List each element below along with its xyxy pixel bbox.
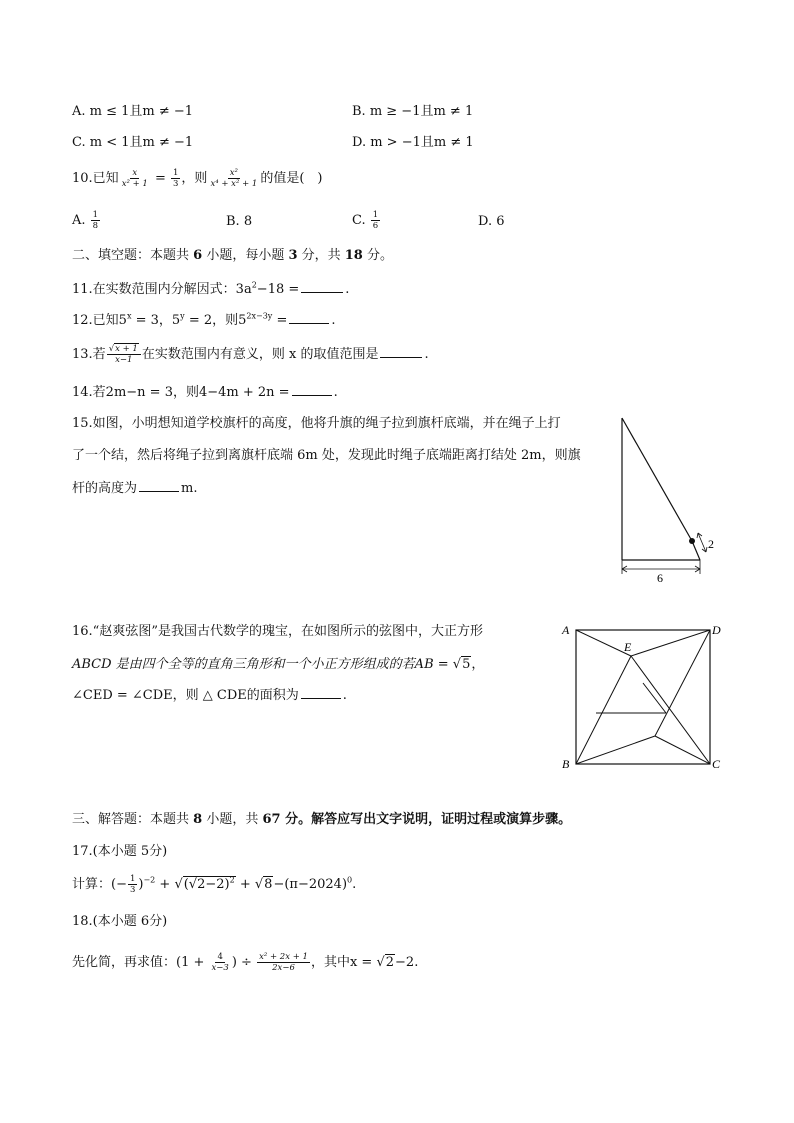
q9-option-a: A. m ≤ 1且m ≠ −1: [72, 104, 194, 119]
rope-line: [622, 418, 692, 541]
label-a: A: [562, 623, 570, 637]
section-3-heading: 三、解答题：本题共 8 小题，共 67 分。解答应写出文字说明，证明过程或演算步骤。: [72, 812, 572, 827]
q17-expression: 计算：(− $\frac{1}{3}$ )$^{-2} + √(√2-2)^2 + √8-(\pi-2024)^0$.: [72, 874, 357, 895]
q11: 11.在实数范围内分解因式：$3a^2-18$ = .: [72, 280, 350, 297]
q12: 12.已知$5^x = 3$，$5^y = 2$，则$5^{2x-3y}$ = .: [72, 311, 336, 328]
q14: 14.若2m−n = 3，则4−4m + 2n = .: [72, 385, 338, 400]
label-b: B: [562, 757, 570, 771]
zhaoshuang-chord-figure: [558, 618, 730, 778]
q10-prefix: 10.已知: [72, 171, 119, 186]
q13: 13.若 $\frac{√x + 1}{x-1}$ 在实数范围内有意义，则 x 的取值范围是 .: [72, 344, 429, 365]
q16-line-3: ∠CED = ∠CDE，则 △ CDE的面积为 .: [72, 688, 347, 703]
q15-line-3: 杆的高度为 m.: [72, 481, 198, 496]
q10-option-a: A. $\frac{1}{8}$: [72, 210, 99, 231]
q10-option-c: C. $\frac{1}{6}$: [352, 210, 379, 231]
q15-line-1: 15.如图，小明想知道学校旗杆的高度，他将升旗的绳子拉到旗杆底端，并在绳子上打: [72, 416, 561, 431]
q10-fraction-2: $\frac{1}{3}$: [173, 168, 179, 189]
q9-option-c: C. m < 1且m ≠ −1: [72, 135, 194, 150]
answer-blank: [139, 479, 179, 492]
label-6: 6: [657, 571, 663, 585]
q16-line-1: 16.“赵爽弦图”是我国古代数学的瑰宝，在如图所示的弦图中，大正方形: [72, 624, 483, 639]
answer-blank: [292, 383, 332, 396]
answer-blank: [301, 686, 341, 699]
q9-option-d: D. m > −1且m ≠ 1: [352, 135, 474, 150]
q9-option-b: B. m ≥ −1且m ≠ 1: [352, 104, 474, 119]
square-abcd: [576, 630, 710, 764]
label-2: 2: [708, 537, 714, 551]
q15-line-2: 了一个结，然后将绳子拉到离旗杆底端 6m 处，发现此时绳子底端距离打结处 2m，则旗: [72, 448, 581, 463]
q17-heading: 17.(本小题 5分): [72, 844, 168, 859]
flagpole-figure: [600, 408, 730, 588]
answer-blank: [289, 311, 329, 324]
answer-blank: [380, 345, 422, 358]
q18-expression: 先化简，再求值：(1 + $\frac{4}{x-3}$ ) ÷ $\frac{\text{x² + 2x + 1}}{2x-6}$ ，其中x = √2−2.: [72, 952, 419, 973]
q16-line-2: ABCD 是由四个全等的直角三角形和一个小正方形组成的若AB = √5，: [72, 657, 485, 672]
section-2-heading: 二、填空题：本题共 6 小题，每小题 3 分，共 18 分。: [72, 248, 393, 263]
q10-fraction-3: $\frac{\text{x²}}{\text{x⁴ + x² + 1}}$: [210, 168, 258, 189]
label-d: D: [712, 623, 721, 637]
q18-heading: 18.(本小题 6分): [72, 914, 168, 929]
rope-end-line: [692, 541, 700, 560]
label-c: C: [712, 757, 721, 771]
q13-fraction: $\frac{√x + 1}{x-1}$: [107, 344, 141, 365]
label-e: E: [624, 640, 632, 654]
q10-option-b: B. 8: [226, 214, 253, 229]
q10-option-d: D. 6: [478, 214, 505, 229]
knot-dot: [689, 538, 695, 544]
q10-stem: 10.已知 $\frac{x}{\text{x² + 1}}$ = $\frac{1}{3}$ ，则 $\frac{\text{x²}}{\text{x⁴ + x² + 1}}$ 的值是( ): [72, 168, 323, 189]
answer-blank: [301, 280, 343, 293]
q10-fraction-1: $\frac{x}{\text{x² + 1}}$: [121, 168, 148, 189]
